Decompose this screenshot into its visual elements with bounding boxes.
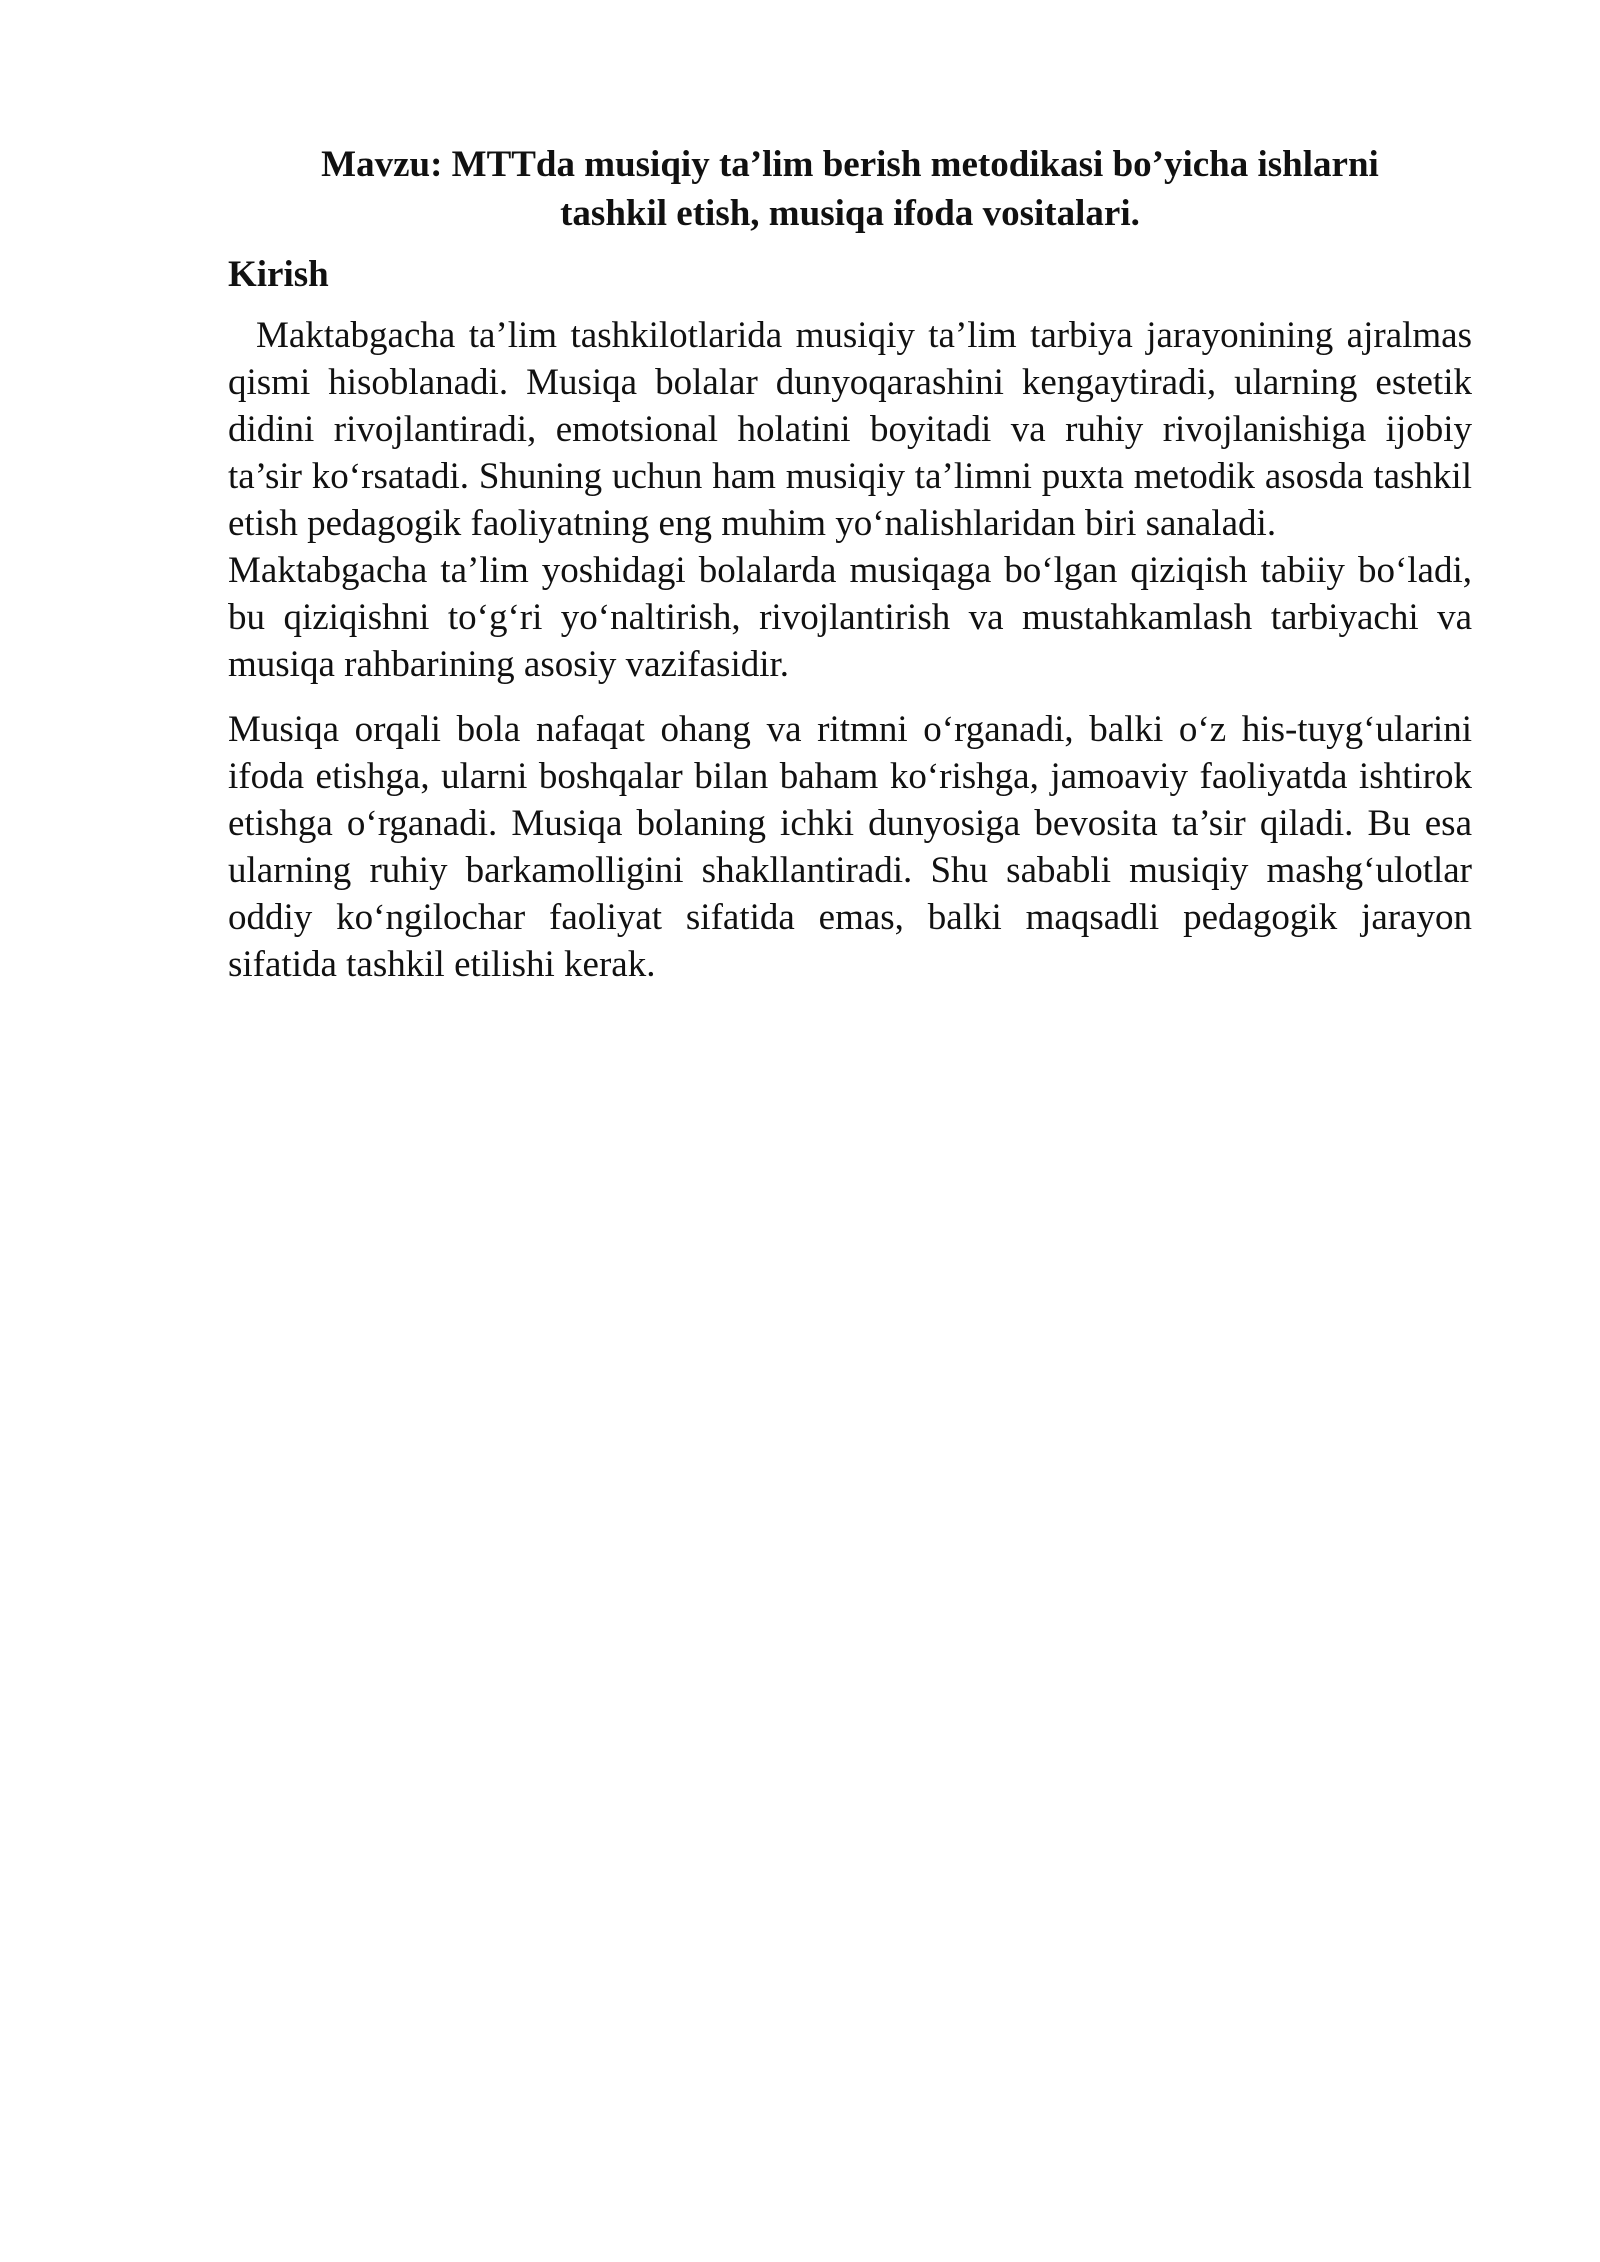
document-title: Mavzu: MTTda musiqiy ta’lim berish metodikasi bo’yicha ishlarni tashkil etish, musiqa ifoda vositalari. — [321, 144, 1379, 234]
paragraph-3: Musiqa orqali bola nafaqat ohang va ritmni o‘rganadi, balki o‘z his-tuyg‘ularini ifoda etishga, ularni boshqalar bilan baham ko‘rishga, jamoaviy faoliyatda ishtirok etishga o‘rganadi. Musiqa bolaning ichki dunyosiga bevosita ta’sir qiladi. Bu esa ularning ruhiy barkamolligini shakllantiradi. Shu sababli musiqiy mashg‘ulotlar oddiy ko‘ngilochar faoliyat sifatida emas, balki maqsadli pedagogik jarayon sifatida tashkil etilishi kerak. — [228, 709, 1472, 985]
document-page — [228, 140, 1472, 988]
paragraph-2: Maktabgacha ta’lim yoshidagi bolalarda musiqaga bo‘lgan qiziqish tabiiy bo‘ladi, bu qiziqishni to‘g‘ri yo‘naltirish, rivojlantirish va mustahkamlash tarbiyachi va musiqa rahbarining asosiy vazifasidir. — [228, 550, 1472, 685]
paragraph-1: Maktabgacha ta’lim tashkilotlarida musiqiy ta’lim tarbiya jarayonining ajralmas qismi hisoblanadi. Musiqa bolalar dunyoqarashini kengaytiradi, ularning estetik didini rivojlantiradi, emotsional holatini boyitadi va ruhiy rivojlanishiga ijobiy ta’sir ko‘rsatadi. Shuning uchun ham musiqiy ta’limni puxta metodik asosda tashkil etish pedagogik faoliyatning eng muhim yo‘nalishlaridan biri sanaladi. — [228, 315, 1472, 544]
section-heading: Kirish — [228, 254, 329, 295]
